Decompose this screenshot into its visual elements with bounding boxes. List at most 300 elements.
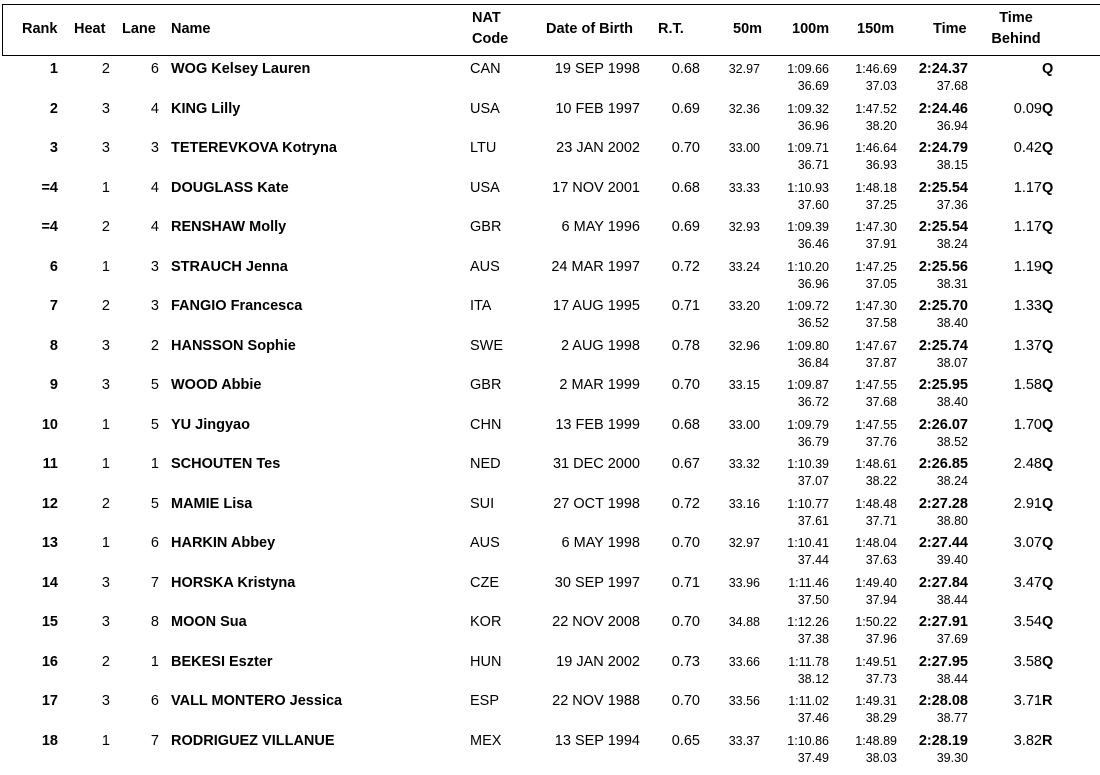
qualification-mark: Q (1042, 100, 1054, 117)
table-row (0, 688, 1100, 728)
date-of-birth: 27 OCT 1998 (553, 495, 640, 512)
time-behind: 3.07 (1013, 535, 1042, 551)
header-heat: Heat (74, 21, 106, 37)
split-lap-150m: 37.68 (865, 395, 897, 409)
reaction-time: 0.72 (671, 495, 700, 512)
header-nat-line2: Code (472, 31, 509, 47)
rank-cell: 3 (49, 140, 58, 156)
heat-cell: 3 (101, 377, 110, 393)
split-lap-100m: 36.72 (797, 395, 829, 409)
split-150m: 1:47.67 (855, 338, 897, 353)
table-row (0, 254, 1100, 294)
split-150m: 1:47.55 (855, 378, 897, 392)
split-100m: 1:09.79 (787, 417, 829, 432)
rank-cell: 8 (49, 337, 58, 354)
date-of-birth: 19 JAN 2002 (556, 653, 640, 670)
reaction-time: 0.68 (671, 416, 700, 433)
qualification-mark: Q (1042, 337, 1054, 354)
split-100m: 1:09.87 (787, 378, 829, 392)
date-of-birth: 13 FEB 1999 (555, 416, 640, 433)
lane-cell: 6 (150, 61, 159, 77)
final-time: 2:25.74 (918, 337, 968, 354)
split-50m: 33.00 (728, 417, 760, 432)
split-lap-100m: 37.60 (797, 197, 829, 212)
split-lap-100m: 36.46 (797, 237, 829, 251)
time-behind: 1.33 (1013, 298, 1042, 314)
lane-cell: 7 (150, 574, 159, 591)
split-lap-final: 37.69 (936, 632, 968, 646)
time-behind: 1.19 (1013, 258, 1042, 275)
header-behind-line2: Behind (991, 31, 1041, 47)
heat-cell: 3 (101, 100, 110, 117)
split-50m: 33.16 (728, 496, 760, 511)
nat-code: CAN (470, 61, 501, 77)
split-100m: 1:10.39 (787, 457, 829, 471)
split-lap-final: 39.30 (936, 750, 968, 765)
date-of-birth: 2 MAR 1999 (559, 377, 640, 393)
split-lap-final: 37.36 (936, 197, 968, 212)
heat-cell: 1 (101, 732, 110, 749)
split-150m: 1:47.25 (855, 259, 897, 274)
reaction-time: 0.71 (671, 298, 700, 314)
final-time: 2:26.07 (918, 416, 968, 433)
lane-cell: 7 (150, 732, 159, 749)
rank-cell: 14 (41, 574, 58, 591)
date-of-birth: 17 NOV 2001 (552, 179, 640, 196)
split-lap-150m: 38.20 (865, 118, 897, 133)
split-lap-150m: 37.03 (865, 79, 897, 93)
split-150m: 1:47.55 (855, 417, 897, 432)
heat-cell: 2 (101, 495, 110, 512)
split-lap-150m: 37.76 (865, 434, 897, 449)
rank-cell: 6 (49, 258, 58, 275)
split-lap-150m: 37.05 (865, 276, 897, 291)
final-time: 2:27.84 (918, 574, 968, 591)
split-lap-100m: 37.44 (797, 553, 829, 567)
heat-cell: 1 (101, 456, 110, 472)
heat-cell: 3 (101, 614, 110, 630)
table-row (0, 333, 1100, 373)
final-time: 2:24.37 (918, 61, 968, 77)
nat-code: SUI (470, 495, 495, 512)
split-150m: 1:48.89 (855, 733, 897, 748)
heat-cell: 2 (101, 219, 110, 235)
split-50m: 32.93 (728, 220, 760, 234)
split-50m: 33.96 (728, 575, 760, 590)
nat-code: AUS (470, 258, 500, 275)
reaction-time: 0.71 (671, 574, 700, 591)
split-100m: 1:10.93 (787, 180, 829, 195)
rank-cell: =4 (41, 179, 58, 196)
split-150m: 1:48.04 (855, 536, 897, 550)
qualification-mark: Q (1042, 456, 1054, 472)
qualification-mark: Q (1042, 179, 1054, 196)
header-reaction-time: R.T. (658, 21, 684, 37)
final-time: 2:25.54 (918, 179, 968, 196)
qualification-mark: Q (1042, 614, 1054, 630)
split-50m: 34.88 (728, 615, 760, 629)
split-lap-100m: 36.96 (797, 276, 829, 291)
reaction-time: 0.68 (671, 179, 700, 196)
heat-cell: 2 (101, 298, 110, 314)
split-150m: 1:46.64 (855, 141, 897, 155)
rank-cell: 2 (49, 100, 58, 117)
date-of-birth: 17 AUG 1995 (552, 298, 640, 314)
rank-cell: 12 (41, 495, 58, 512)
qualification-mark: Q (1042, 377, 1054, 393)
lane-cell: 1 (150, 456, 159, 472)
table-row (0, 609, 1100, 649)
qualification-mark: Q (1042, 61, 1054, 77)
nat-code: ESP (470, 693, 500, 709)
time-behind: 1.17 (1013, 219, 1042, 235)
split-lap-150m: 37.71 (865, 513, 897, 528)
rank-cell: 1 (49, 61, 58, 77)
athlete-name: RENSHAW Molly (171, 219, 287, 235)
final-time: 2:25.56 (918, 258, 968, 275)
split-50m: 33.00 (728, 141, 760, 155)
lane-cell: 6 (150, 693, 159, 709)
split-lap-150m: 37.94 (865, 592, 897, 607)
qualification-mark: Q (1042, 495, 1054, 512)
reaction-time: 0.65 (671, 732, 700, 749)
reaction-time: 0.67 (671, 456, 700, 472)
date-of-birth: 13 SEP 1994 (554, 732, 640, 749)
qualification-mark: Q (1042, 219, 1054, 235)
split-lap-100m: 37.38 (797, 632, 829, 646)
final-time: 2:24.46 (918, 100, 968, 117)
table-row (0, 56, 1100, 96)
athlete-name: KING Lilly (171, 100, 241, 117)
lane-cell: 5 (150, 416, 159, 433)
split-lap-final: 38.44 (936, 671, 968, 686)
split-50m: 33.37 (728, 733, 760, 748)
split-lap-100m: 38.12 (797, 671, 829, 686)
split-lap-100m: 37.07 (797, 474, 829, 488)
split-lap-100m: 37.49 (797, 750, 829, 765)
split-lap-final: 37.68 (936, 79, 968, 93)
table-row (0, 491, 1100, 531)
nat-code: ITA (470, 298, 492, 314)
final-time: 2:28.19 (918, 732, 968, 749)
lane-cell: 4 (150, 179, 159, 196)
time-behind: 3.58 (1013, 653, 1042, 670)
athlete-name: VALL MONTERO Jessica (171, 693, 343, 709)
split-lap-final: 38.44 (936, 592, 968, 607)
athlete-name: YU Jingyao (171, 416, 250, 433)
rank-cell: 17 (41, 693, 58, 709)
qualification-mark: Q (1042, 140, 1054, 156)
final-time: 2:27.95 (918, 653, 968, 670)
split-50m: 33.56 (728, 694, 760, 708)
time-behind: 2.48 (1013, 456, 1042, 472)
table-row (0, 96, 1100, 136)
split-100m: 1:09.66 (787, 62, 829, 76)
date-of-birth: 24 MAR 1997 (551, 258, 640, 275)
table-row (0, 135, 1100, 175)
nat-code: NED (470, 456, 501, 472)
heat-cell: 3 (101, 337, 110, 354)
athlete-name: WOG Kelsey Lauren (171, 61, 311, 77)
split-lap-final: 38.31 (936, 276, 968, 291)
split-lap-150m: 37.63 (865, 553, 897, 567)
athlete-name: SCHOUTEN Tes (171, 456, 281, 472)
lane-cell: 4 (150, 219, 159, 235)
final-time: 2:27.91 (918, 614, 968, 630)
split-lap-150m: 36.93 (865, 158, 897, 172)
nat-code: USA (470, 100, 500, 117)
split-50m: 33.66 (728, 654, 760, 669)
date-of-birth: 19 SEP 1998 (554, 61, 640, 77)
split-lap-final: 38.24 (936, 474, 968, 488)
header-rank: Rank (22, 21, 58, 37)
split-50m: 32.96 (728, 338, 760, 353)
split-lap-final: 36.94 (936, 118, 968, 133)
split-lap-final: 38.80 (936, 513, 968, 528)
reaction-time: 0.70 (671, 140, 700, 156)
time-behind: 3.54 (1013, 614, 1042, 630)
split-lap-final: 38.52 (936, 434, 968, 449)
split-lap-final: 38.24 (936, 237, 968, 251)
split-lap-150m: 37.96 (865, 632, 897, 646)
nat-code: GBR (470, 219, 502, 235)
table-row (0, 530, 1100, 570)
time-behind: 1.58 (1013, 377, 1042, 393)
final-time: 2:24.79 (918, 140, 968, 156)
lane-cell: 5 (150, 495, 159, 512)
athlete-name: RODRIGUEZ VILLANUE (171, 732, 335, 749)
split-50m: 33.15 (728, 378, 760, 392)
athlete-name: MOON Sua (171, 614, 247, 630)
lane-cell: 4 (150, 100, 159, 117)
date-of-birth: 6 MAY 1998 (561, 535, 640, 551)
athlete-name: MAMIE Lisa (171, 495, 253, 512)
final-time: 2:28.08 (918, 693, 968, 709)
table-row (0, 175, 1100, 215)
split-lap-150m: 37.91 (865, 237, 897, 251)
split-100m: 1:09.39 (787, 220, 829, 234)
split-lap-final: 38.77 (936, 711, 968, 725)
table-row (0, 293, 1100, 333)
split-lap-final: 39.40 (936, 553, 968, 567)
split-lap-100m: 36.69 (797, 79, 829, 93)
header-split-100m: 100m (792, 21, 830, 37)
rank-cell: 13 (41, 535, 58, 551)
split-lap-100m: 37.46 (797, 711, 829, 725)
qualification-mark: Q (1042, 258, 1054, 275)
time-behind: 3.71 (1013, 693, 1042, 709)
date-of-birth: 6 MAY 1996 (561, 219, 640, 235)
split-150m: 1:49.40 (855, 575, 897, 590)
table-row (0, 214, 1100, 254)
split-100m: 1:10.77 (787, 496, 829, 511)
nat-code: GBR (470, 377, 502, 393)
qualification-mark: R (1042, 732, 1053, 749)
reaction-time: 0.70 (671, 693, 700, 709)
time-behind: 2.91 (1013, 495, 1042, 512)
final-time: 2:25.95 (918, 377, 968, 393)
date-of-birth: 22 NOV 1988 (552, 693, 640, 709)
table-row (0, 372, 1100, 412)
table-row (0, 412, 1100, 452)
reaction-time: 0.78 (671, 337, 700, 354)
final-time: 2:26.85 (918, 456, 968, 472)
time-behind: 3.47 (1013, 574, 1042, 591)
heat-cell: 3 (101, 140, 110, 156)
split-lap-final: 38.07 (936, 355, 968, 370)
split-100m: 1:11.78 (788, 654, 829, 669)
split-150m: 1:47.30 (855, 299, 897, 313)
split-50m: 33.20 (728, 299, 760, 313)
split-lap-100m: 37.50 (797, 592, 829, 607)
header-lane: Lane (122, 21, 156, 37)
reaction-time: 0.69 (671, 100, 700, 117)
reaction-time: 0.70 (671, 614, 700, 630)
athlete-name: HANSSON Sophie (171, 337, 296, 354)
heat-cell: 1 (101, 535, 110, 551)
athlete-name: BEKESI Eszter (171, 653, 273, 670)
table-row (0, 570, 1100, 610)
nat-code: HUN (470, 653, 502, 670)
nat-code: CZE (470, 574, 499, 591)
time-behind: 1.37 (1013, 337, 1042, 354)
split-lap-final: 38.40 (936, 395, 968, 409)
split-50m: 33.33 (728, 180, 760, 195)
date-of-birth: 10 FEB 1997 (555, 100, 640, 117)
lane-cell: 1 (150, 653, 159, 670)
split-lap-100m: 36.96 (797, 118, 829, 133)
athlete-name: FANGIO Francesca (171, 298, 303, 314)
table-row (0, 649, 1100, 689)
split-lap-100m: 36.52 (797, 316, 829, 330)
split-lap-final: 38.40 (936, 316, 968, 330)
final-time: 2:25.70 (918, 298, 968, 314)
lane-cell: 3 (150, 140, 159, 156)
heat-cell: 1 (101, 179, 110, 196)
heat-cell: 3 (101, 693, 110, 709)
split-lap-150m: 38.03 (865, 750, 897, 765)
athlete-name: TETEREVKOVA Kotryna (171, 140, 337, 156)
lane-cell: 8 (150, 614, 159, 630)
nat-code: USA (470, 179, 500, 196)
date-of-birth: 31 DEC 2000 (552, 456, 640, 472)
split-lap-150m: 37.73 (865, 671, 897, 686)
header-name: Name (171, 21, 211, 37)
reaction-time: 0.72 (671, 258, 700, 275)
split-100m: 1:09.72 (787, 299, 829, 313)
rank-cell: 15 (41, 614, 58, 630)
qualification-mark: R (1042, 693, 1053, 709)
split-150m: 1:50.22 (855, 615, 897, 629)
lane-cell: 3 (150, 298, 159, 314)
split-100m: 1:09.71 (787, 141, 829, 155)
reaction-time: 0.70 (671, 377, 700, 393)
rank-cell: 16 (41, 653, 58, 670)
athlete-name: STRAUCH Jenna (171, 258, 288, 275)
split-lap-150m: 37.25 (865, 197, 897, 212)
split-150m: 1:47.52 (855, 101, 897, 116)
split-150m: 1:46.69 (855, 62, 897, 76)
split-lap-150m: 38.29 (865, 711, 897, 725)
split-lap-150m: 38.22 (865, 474, 897, 488)
nat-code: SWE (470, 337, 504, 354)
header-split-50m: 50m (733, 21, 763, 37)
table-row (0, 451, 1100, 491)
nat-code: MEX (470, 732, 502, 749)
time-behind: 0.09 (1013, 100, 1042, 117)
rank-cell: 7 (49, 298, 58, 314)
split-lap-100m: 36.84 (797, 355, 829, 370)
lane-cell: 5 (150, 377, 159, 393)
split-150m: 1:49.31 (855, 694, 897, 708)
qualification-mark: Q (1042, 298, 1054, 314)
athlete-name: HARKIN Abbey (171, 535, 276, 551)
split-150m: 1:48.61 (855, 457, 897, 471)
athlete-name: DOUGLASS Kate (171, 179, 289, 196)
nat-code: KOR (470, 614, 502, 630)
reaction-time: 0.73 (671, 653, 700, 670)
split-100m: 1:11.02 (788, 694, 829, 708)
qualification-mark: Q (1042, 535, 1054, 551)
date-of-birth: 23 JAN 2002 (556, 140, 640, 156)
final-time: 2:27.28 (918, 495, 968, 512)
date-of-birth: 30 SEP 1997 (554, 574, 640, 591)
split-100m: 1:09.32 (787, 101, 829, 116)
split-150m: 1:48.48 (855, 496, 897, 511)
nat-code: LTU (470, 140, 497, 156)
qualification-mark: Q (1042, 416, 1054, 433)
qualification-mark: Q (1042, 653, 1054, 670)
split-150m: 1:48.18 (855, 180, 897, 195)
date-of-birth: 2 AUG 1998 (561, 337, 640, 354)
time-behind: 1.70 (1013, 416, 1042, 433)
athlete-name: HORSKA Kristyna (171, 574, 296, 591)
reaction-time: 0.69 (671, 219, 700, 235)
split-100m: 1:11.46 (788, 575, 829, 590)
split-50m: 33.32 (728, 457, 760, 471)
split-lap-150m: 37.87 (865, 355, 897, 370)
lane-cell: 2 (150, 337, 159, 354)
split-lap-100m: 36.79 (797, 434, 829, 449)
final-time: 2:27.44 (918, 535, 968, 551)
table-row (0, 728, 1100, 768)
heat-cell: 2 (101, 61, 110, 77)
final-time: 2:25.54 (918, 219, 968, 235)
time-behind: 3.82 (1013, 732, 1042, 749)
rank-cell: 11 (42, 456, 58, 472)
lane-cell: 3 (150, 258, 159, 275)
qualification-mark: Q (1042, 574, 1054, 591)
reaction-time: 0.68 (671, 61, 700, 77)
rank-cell: 10 (41, 416, 58, 433)
time-behind: 0.42 (1013, 140, 1042, 156)
split-150m: 1:47.30 (855, 220, 897, 234)
split-lap-150m: 37.58 (865, 316, 897, 330)
nat-code: CHN (470, 416, 502, 433)
split-100m: 1:09.80 (787, 338, 829, 353)
date-of-birth: 22 NOV 2008 (552, 614, 640, 630)
split-lap-100m: 37.61 (797, 513, 829, 528)
header-date-of-birth: Date of Birth (546, 21, 633, 37)
split-150m: 1:49.51 (855, 654, 897, 669)
header-nat-line1: NAT (472, 10, 501, 26)
split-100m: 1:10.41 (787, 536, 829, 550)
header-behind-line1: Time (999, 10, 1033, 26)
header-time: Time (933, 21, 967, 37)
split-lap-100m: 36.71 (797, 158, 829, 172)
rank-cell: 18 (41, 732, 58, 749)
split-100m: 1:12.26 (787, 615, 829, 629)
